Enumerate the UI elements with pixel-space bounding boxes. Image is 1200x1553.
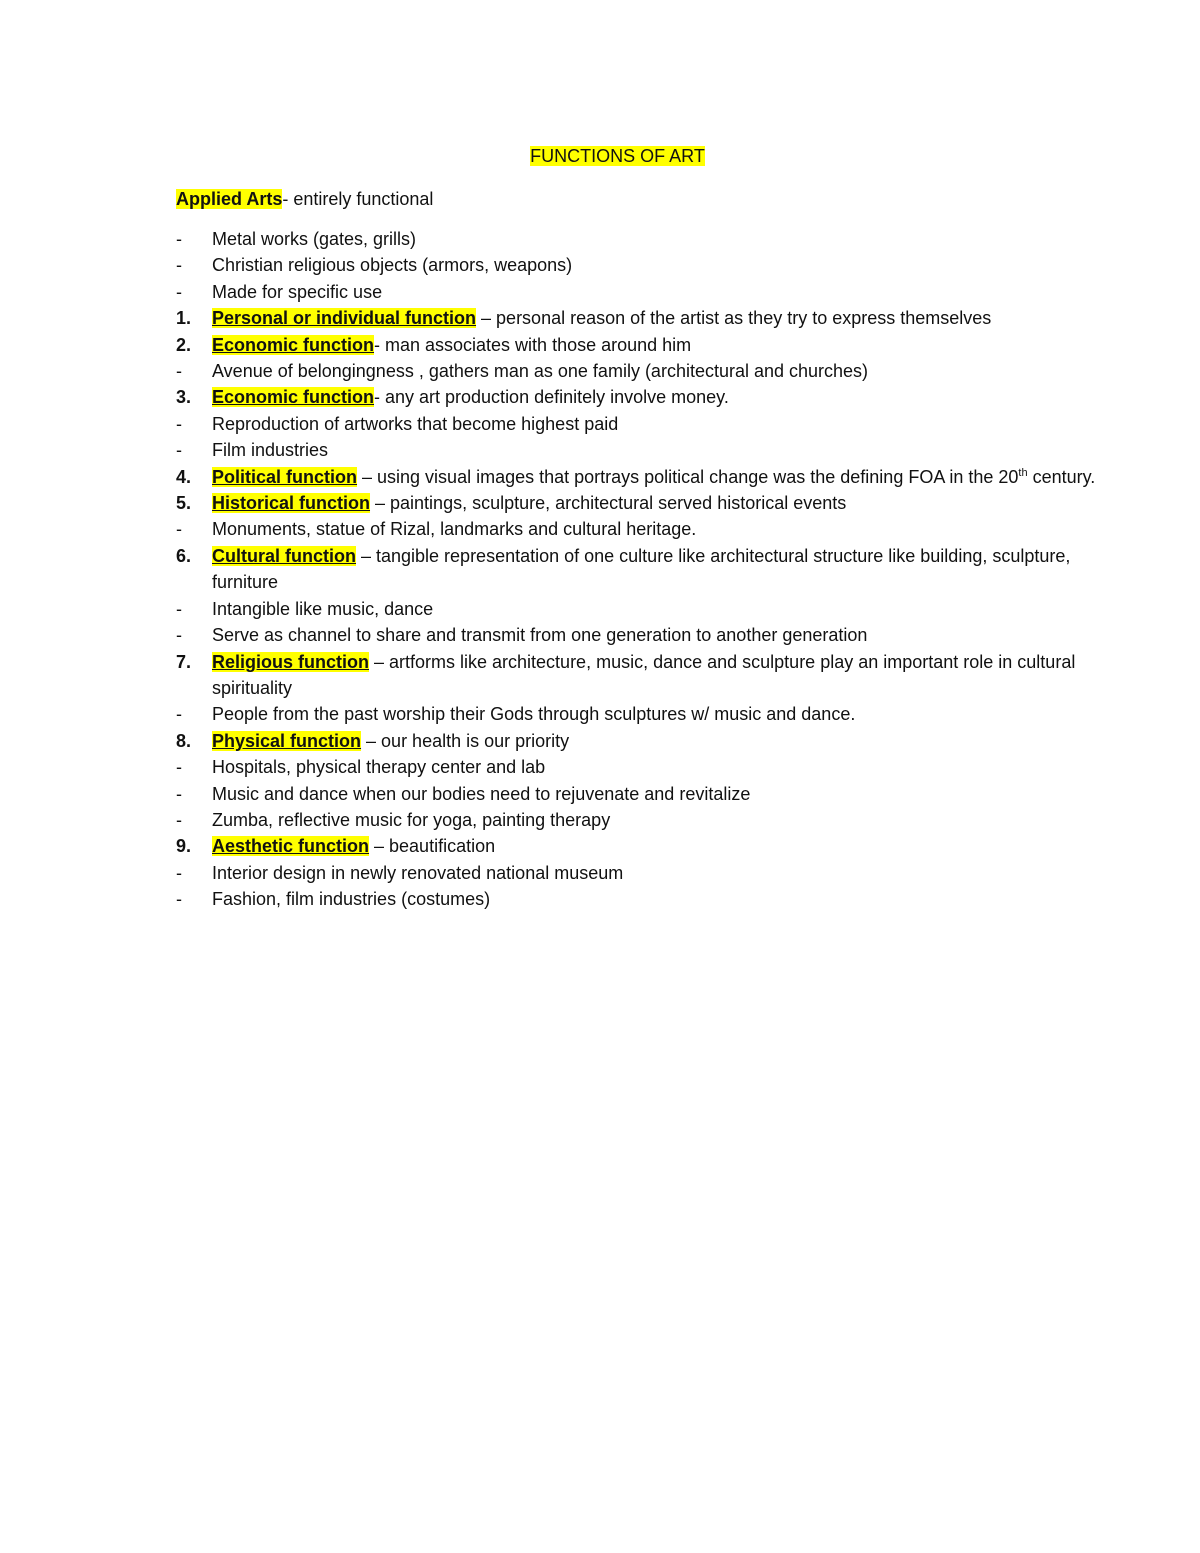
numbered-item (0, 384, 1200, 410)
superscript: th (1018, 466, 1028, 479)
numbered-item (0, 728, 1200, 754)
numbered-item (0, 490, 1200, 516)
bullet-dash: - (176, 598, 182, 619)
bullet-item (0, 701, 1200, 727)
item-text: Monuments, statue of Rizal, landmarks and cultural heritage. (212, 519, 697, 540)
numbered-item (0, 543, 1200, 596)
item-number: 4. (176, 466, 192, 487)
applied-arts-intro (176, 185, 433, 213)
bullet-item (0, 622, 1200, 648)
bullet-item (0, 886, 1200, 912)
item-text: Hospitals, physical therapy center and lab (212, 757, 546, 778)
bullet-dash: - (176, 704, 182, 725)
function-label: Historical function (212, 493, 371, 514)
bullet-dash: - (176, 255, 182, 276)
item-text: Christian religious objects (armors, weapons) (212, 255, 573, 276)
applied-arts-text: - entirely functional (282, 189, 434, 209)
bullet-dash: - (176, 361, 182, 382)
applied-arts-label: Applied Arts (176, 189, 283, 209)
bullet-item (0, 279, 1200, 305)
item-text: Serve as channel to share and transmit from one generation to another generation (212, 625, 868, 646)
bullet-item (0, 252, 1200, 278)
bullet-dash: - (176, 625, 182, 646)
function-label: Aesthetic function (212, 836, 370, 857)
document-title-text: FUNCTIONS OF ART (530, 146, 705, 166)
item-text: Fashion, film industries (costumes) (212, 889, 491, 910)
numbered-item (0, 332, 1200, 358)
function-label: Personal or individual function (212, 308, 477, 329)
function-label: Cultural function (212, 545, 356, 566)
item-text: Metal works (gates, grills) (212, 229, 417, 249)
item-text: – tangible representation of one culture like architectural structure like building, sculpture, furniture (212, 545, 1071, 593)
bullet-dash: - (176, 413, 182, 434)
bullet-item (0, 781, 1200, 807)
item-text: Reproduction of artworks that become highest paid (212, 413, 619, 434)
item-text: – paintings, sculpture, architectural served historical events (370, 493, 847, 514)
bullet-item (0, 516, 1200, 542)
item-text: - man associates with those around him (374, 334, 692, 355)
bullet-dash: - (176, 757, 182, 778)
item-text: – artforms like architecture, music, dance and sculpture play an important role in cultural spirituality (212, 651, 1076, 698)
bullet-item (0, 596, 1200, 622)
item-number: 9. (176, 836, 192, 857)
bullet-dash: - (176, 519, 182, 540)
function-label: Political function (212, 466, 358, 487)
item-number: 3. (176, 387, 192, 408)
bullet-item (0, 358, 1200, 384)
numbered-item (0, 649, 1200, 702)
bullet-dash: - (176, 281, 182, 302)
function-label: Religious function (212, 651, 369, 672)
item-text: – beautification (369, 836, 496, 857)
item-number: 8. (176, 730, 192, 751)
item-text: Film industries (212, 440, 329, 461)
item-number: 7. (176, 651, 192, 672)
item-text: - any art production definitely involve money. (374, 387, 729, 408)
bullet-item (0, 754, 1200, 780)
bullet-item (0, 226, 1200, 252)
numbered-item (0, 305, 1200, 331)
item-text: Interior design in newly renovated national museum (212, 862, 624, 883)
item-text: Made for specific use (212, 281, 383, 302)
numbered-item (0, 833, 1200, 859)
item-number: 5. (176, 493, 192, 514)
bullet-item (0, 807, 1200, 833)
item-number: 1. (176, 308, 192, 329)
item-text: – our health is our priority (361, 730, 570, 751)
bullet-dash: - (176, 229, 182, 249)
item-text: Intangible like music, dance (212, 598, 434, 619)
bullet-item (0, 860, 1200, 886)
functions-list (0, 226, 1200, 913)
item-text: Music and dance when our bodies need to rejuvenate and revitalize (212, 783, 751, 804)
item-text: Avenue of belongingness , gathers man as one family (architectural and churches) (212, 361, 869, 382)
bullet-dash: - (176, 783, 182, 804)
item-text: Zumba, reflective music for yoga, painting therapy (212, 809, 611, 830)
document-title (0, 142, 1200, 170)
function-label: Physical function (212, 730, 362, 751)
item-text-after: century. (1027, 466, 1096, 487)
bullet-dash: - (176, 440, 182, 461)
bullet-dash: - (176, 889, 182, 910)
item-text: – using visual images that portrays political change was the defining FOA in the 20 (357, 466, 1019, 487)
bullet-item (0, 411, 1200, 437)
item-text: People from the past worship their Gods through sculptures w/ music and dance. (212, 704, 856, 725)
item-number: 6. (176, 545, 192, 566)
item-text: – personal reason of the artist as they try to express themselves (476, 308, 992, 329)
function-label: Economic function (212, 334, 374, 355)
bullet-dash: - (176, 809, 182, 830)
function-label: Economic function (212, 387, 374, 408)
bullet-item (0, 437, 1200, 463)
bullet-dash: - (176, 862, 182, 883)
numbered-item (0, 464, 1200, 490)
item-number: 2. (176, 334, 192, 355)
